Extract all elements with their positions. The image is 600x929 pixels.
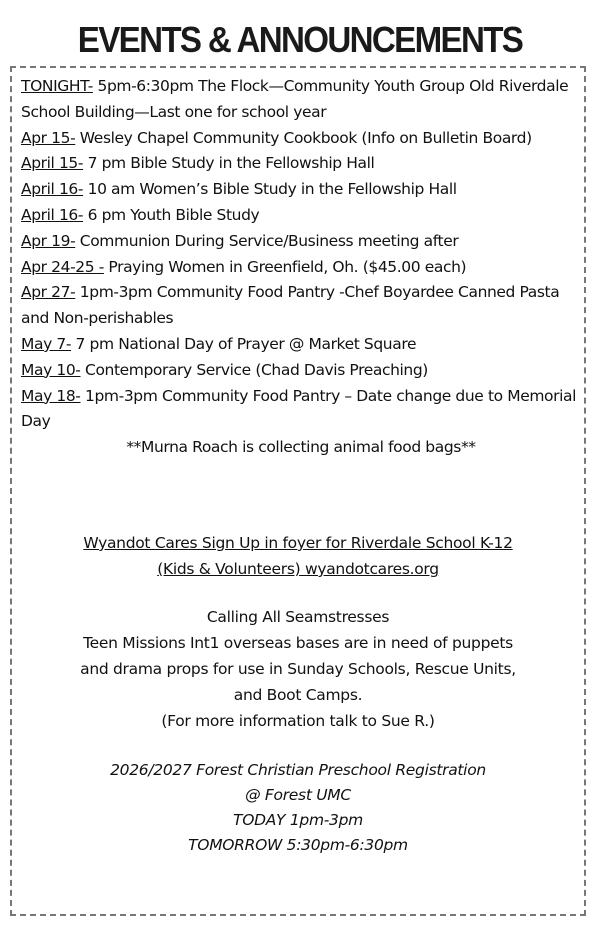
event-date: May 18- xyxy=(21,386,81,405)
event-date: April 15- xyxy=(21,154,84,173)
seamstress-heading: Calling All Seamstresses xyxy=(206,608,390,626)
event-date: Apr 19- xyxy=(21,231,76,250)
event-date: TONIGHT- xyxy=(21,77,93,95)
list-item xyxy=(21,332,581,358)
event-date: April 16- xyxy=(21,180,84,199)
seamstress-line-4: (For more information talk to Sue R.) xyxy=(161,712,435,730)
event-date: April 16- xyxy=(21,205,84,224)
wyandot-cares-section xyxy=(12,530,584,582)
event-text: Communion During Service/Business meeting after xyxy=(75,231,459,250)
list-item xyxy=(21,151,581,177)
preschool-line-2: @ Forest UMC xyxy=(245,786,351,804)
event-text: 1pm-3pm Community Food Pantry -Chef Boyardee Canned Pasta and Non-perishables xyxy=(21,283,560,328)
list-item xyxy=(21,255,581,281)
animal-food-note: **Murna Roach is collecting animal food bags** xyxy=(126,438,476,457)
wyandot-line-1: Wyandot Cares Sign Up in foyer for Riverdale School K-12 xyxy=(83,534,513,552)
event-date: Apr 15- xyxy=(21,128,76,147)
seamstress-section xyxy=(12,604,584,734)
list-item xyxy=(21,358,581,384)
seamstress-line-1: Teen Missions Int1 overseas bases are in need of puppets xyxy=(83,634,513,652)
list-item xyxy=(21,177,581,203)
page-title: EVENTS & ANNOUNCEMENTS xyxy=(77,19,523,60)
preschool-registration-section xyxy=(12,758,584,858)
events-list xyxy=(21,74,581,461)
event-text: 10 am Women’s Bible Study in the Fellowship Hall xyxy=(83,180,457,199)
list-item xyxy=(21,280,581,332)
event-text: 7 pm National Day of Prayer @ Market Square xyxy=(71,334,417,353)
event-date: Apr 27- xyxy=(21,283,76,302)
event-date: Apr 24-25 - xyxy=(21,257,104,276)
event-text: Praying Women in Greenfield, Oh. ($45.00 each) xyxy=(103,257,467,276)
seamstress-line-2: and drama props for use in Sunday Schools, Rescue Units, xyxy=(80,660,516,678)
event-text: Contemporary Service (Chad Davis Preaching) xyxy=(80,360,428,379)
wyandot-line-2: (Kids & Volunteers) wyandotcares.org xyxy=(157,560,439,578)
preschool-line-3: TODAY 1pm-3pm xyxy=(233,811,363,829)
event-date: May 10- xyxy=(21,360,81,379)
preschool-line-4: TOMORROW 5:30pm-6:30pm xyxy=(188,836,408,854)
seamstress-line-3: and Boot Camps. xyxy=(233,686,363,704)
list-item xyxy=(21,74,581,126)
preschool-line-1: 2026/2027 Forest Christian Preschool Registration xyxy=(110,761,486,779)
list-item xyxy=(21,229,581,255)
event-text: 7 pm Bible Study in the Fellowship Hall xyxy=(83,154,375,173)
list-item xyxy=(21,203,581,229)
event-text: 5pm-6:30pm The Flock—Community Youth Group Old Riverdale School Building—Last one for school year xyxy=(21,77,569,121)
list-item xyxy=(21,126,581,152)
event-text: Wesley Chapel Community Cookbook (Info on Bulletin Board) xyxy=(75,128,532,147)
announcements-box xyxy=(10,66,586,916)
event-text: 1pm-3pm Community Food Pantry – Date change due to Memorial Day xyxy=(21,386,577,431)
event-text: 6 pm Youth Bible Study xyxy=(83,205,260,224)
list-item xyxy=(21,384,581,436)
event-date: May 7- xyxy=(21,334,72,353)
